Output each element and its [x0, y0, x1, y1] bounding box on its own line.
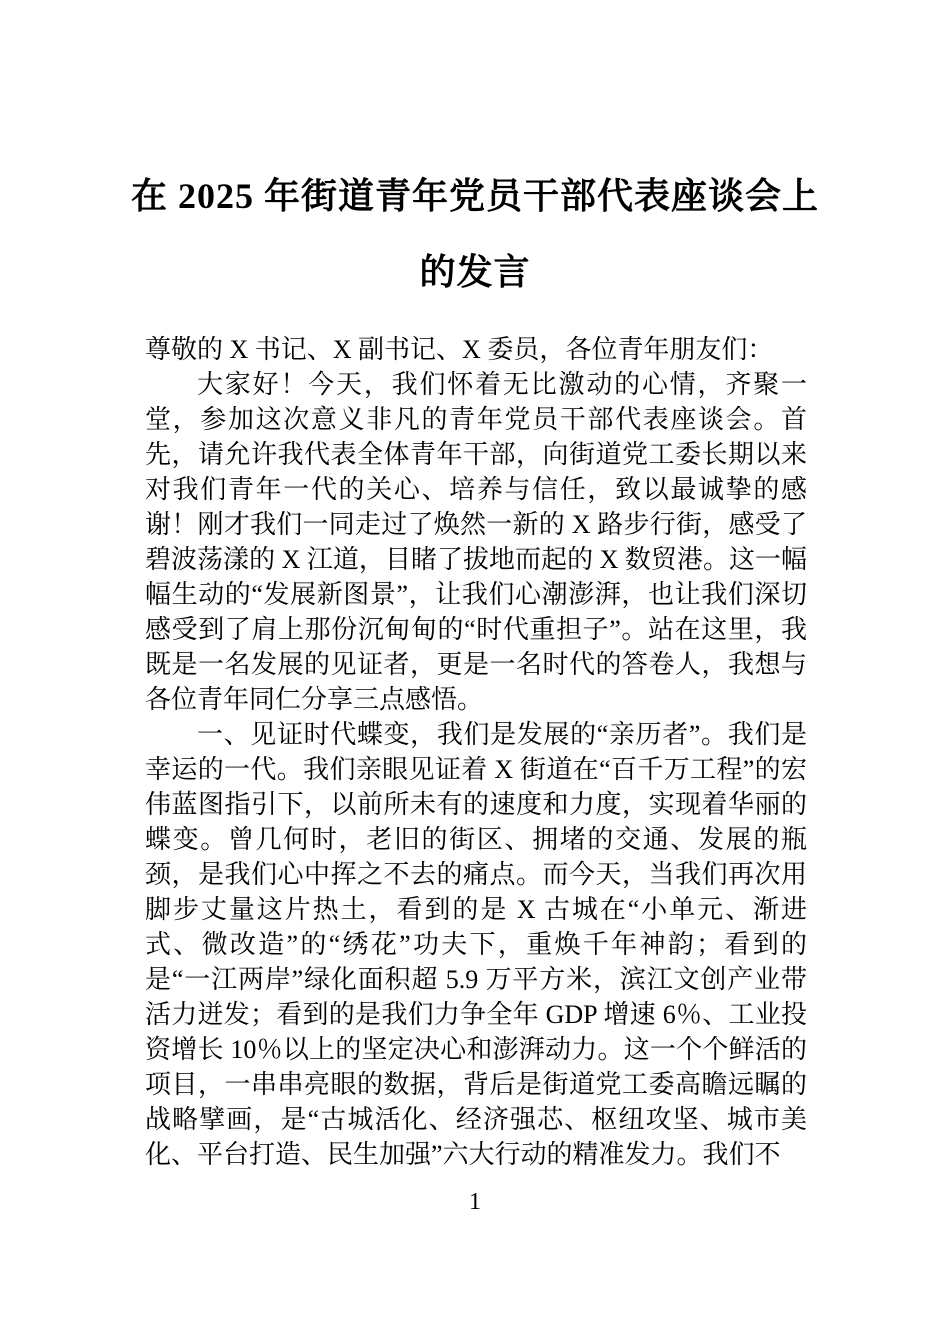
- title-line-2: 的发言: [419, 252, 531, 292]
- page-number: 1: [469, 1189, 481, 1215]
- document-body: [145, 332, 807, 1172]
- body-paragraph-point-one: 一、见证时代蝶变，我们是发展的“亲历者”。我们是幸运的一代。我们亲眼见证着 X 街道在“百千万工程”的宏伟蓝图指引下，以前所未有的速度和力度，实现着华丽的蝶变。曾几何时，老旧的街区、拥堵的交通、发展的瓶颈，是我们心中挥之不去的痛点。而今天，当我们再次用脚步丈量这片热土，看到的是 X 古城在“小单元、渐进式、微改造”的“绣花”功夫下，重焕千年神韵；看到的是“一江两岸”绿化面积超 5.9 万平方米，滨江文创产业带活力迸发；看到的是我们力争全年 GDP 增速 6％、工业投资增长 10％以上的坚定决心和澎湃动力。这一个个鲜活的项目，一串串亮眼的数据，背后是街道党工委高瞻远瞩的战略擘画，是“古城活化、经济强芯、枢纽攻坚、城市美化、平台打造、民生加强”六大行动的精准发力。我们不: [145, 720, 807, 1169]
- title-line-1: 在 2025 年街道青年党员干部代表座谈会上: [130, 176, 819, 216]
- document-title: [0, 0, 950, 310]
- body-paragraph-intro: 大家好！今天，我们怀着无比激动的心情，齐聚一堂，参加这次意义非凡的青年党员干部代表座谈会。首先，请允许我代表全体青年干部，向街道党工委长期以来对我们青年一代的关心、培养与信任，致以最诚挚的感谢！刚才我们一同走过了焕然一新的 X 路步行街，感受了碧波荡漾的 X 江道，目睹了拔地而起的 X 数贸港。这一幅幅生动的“发展新图景”，让我们心潮澎湃，也让我们深切感受到了肩上那份沉甸甸的“时代重担子”。站在这里，我既是一名发展的见证者，更是一名时代的答卷人，我想与各位青年同仁分享三点感悟。: [145, 370, 807, 714]
- salutation-paragraph: 尊敬的 X 书记、X 副书记、X 委员，各位青年朋友们：: [145, 335, 774, 364]
